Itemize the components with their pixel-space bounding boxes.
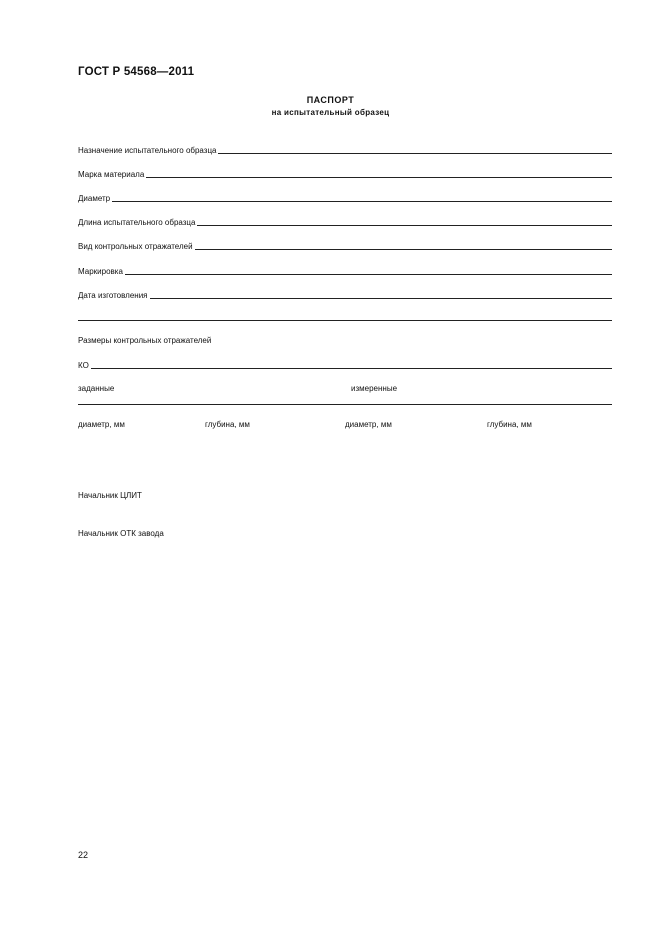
column-given-diameter: диаметр, мм <box>78 420 125 429</box>
fill-line <box>150 297 612 299</box>
field-label: Марка материала <box>78 170 145 179</box>
field-reflector-type[interactable] <box>78 239 612 252</box>
values-fill-line[interactable] <box>78 404 612 405</box>
field-label: Маркировка <box>78 267 123 276</box>
passport-subtitle: на испытательный образец <box>271 108 390 117</box>
field-label: КО <box>78 361 89 370</box>
column-given-depth: глубина, мм <box>205 420 250 429</box>
given-label: заданные <box>78 384 115 393</box>
measured-label: измеренные <box>351 384 398 393</box>
column-measured-diameter: диаметр, мм <box>345 420 392 429</box>
field-diameter[interactable] <box>78 191 612 204</box>
field-label: Назначение испытательного образца <box>78 146 217 155</box>
reflector-sizes-heading: Размеры контрольных отражателей <box>78 336 212 345</box>
passport-title: ПАСПОРТ <box>306 95 355 105</box>
document-header: ГОСТ Р 54568—2011 <box>78 66 195 78</box>
fill-line <box>218 152 612 154</box>
page-number: 22 <box>78 850 89 860</box>
signature-clit-head: Начальник ЦЛИТ <box>78 491 142 500</box>
field-specimen-purpose[interactable] <box>78 143 612 156</box>
field-label: Диаметр <box>78 194 111 203</box>
field-label: Длина испытательного образца <box>78 218 196 227</box>
fill-line <box>195 248 612 250</box>
field-material-grade[interactable] <box>78 167 612 180</box>
column-measured-depth: глубина, мм <box>487 420 532 429</box>
blank-fill-line[interactable] <box>78 320 612 321</box>
field-specimen-length[interactable] <box>78 215 612 228</box>
fill-line <box>197 224 612 226</box>
fill-line <box>146 176 612 178</box>
field-ko[interactable] <box>78 358 612 371</box>
fill-line <box>112 200 612 202</box>
field-marking[interactable] <box>78 264 612 277</box>
field-label: Вид контрольных отражателей <box>78 242 193 251</box>
fill-line <box>91 367 612 369</box>
signature-otk-head: Начальник ОТК завода <box>78 529 164 538</box>
field-manufacture-date[interactable] <box>78 288 612 301</box>
field-label: Дата изготовления <box>78 291 148 300</box>
fill-line <box>125 273 612 275</box>
